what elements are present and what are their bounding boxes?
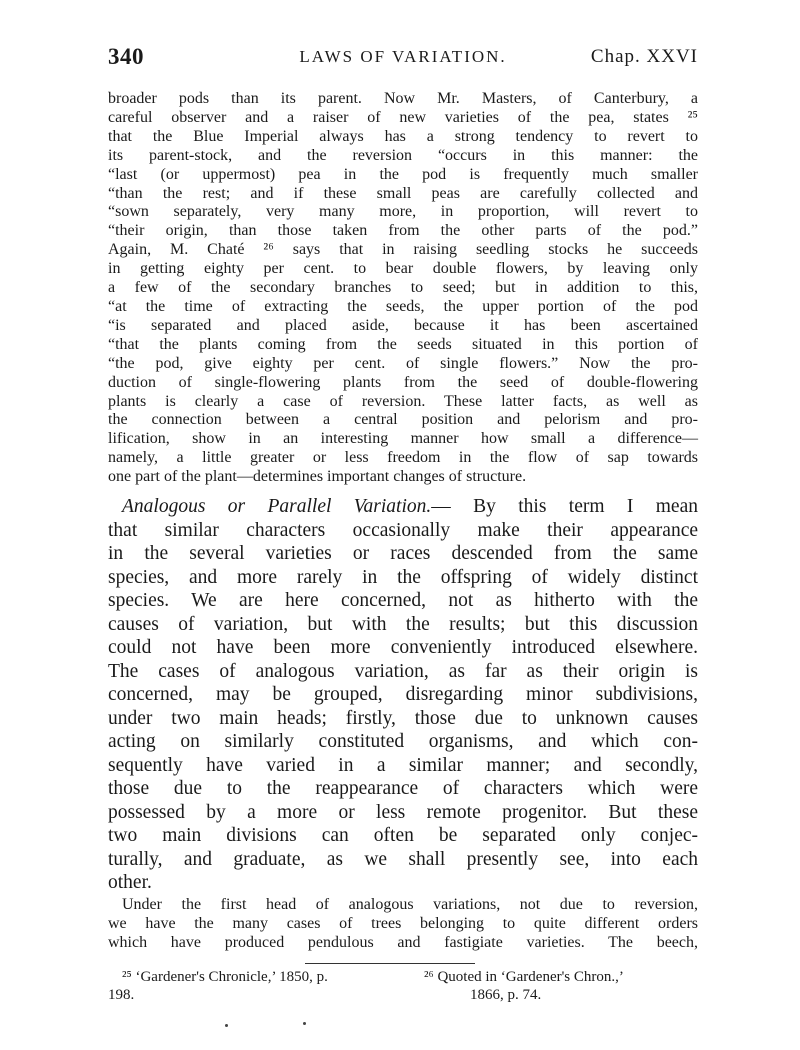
text-line: species, and more rarely in the offspring of widely distinct bbox=[108, 566, 698, 588]
text-line: concerned, may be grouped, disregarding minor subdivisions, bbox=[108, 684, 698, 705]
footnote-line: 198. bbox=[108, 987, 135, 1003]
text-line: possessed by a more or less remote progenitor. But these bbox=[108, 801, 698, 823]
print-specks bbox=[225, 1022, 315, 1030]
text-line: that the Blue Imperial always has a strong tendency to revert to bbox=[108, 127, 698, 145]
text-line: careful observer and a raiser of new varieties of the pea, states ²⁵ bbox=[108, 108, 698, 126]
footnote-line: ²⁵ ‘Gardener's Chronicle,’ 1850, p. bbox=[122, 969, 328, 985]
footnote-25 bbox=[108, 968, 388, 1004]
text-line: causes of variation, but with the results; but this discussion bbox=[108, 613, 698, 635]
text-line: the connection between a central position and pelorism and pro- bbox=[108, 411, 698, 429]
text-line: “is separated and placed aside, because it has been ascertained bbox=[108, 316, 698, 334]
text-line: two main divisions can often be separated only conjec- bbox=[108, 825, 698, 846]
text-line: a few of the secondary branches to seed; but in addition to this, bbox=[108, 279, 698, 297]
text-line: Again, M. Chaté ²⁶ says that in raising seedling stocks he succeeds bbox=[108, 241, 698, 259]
text-line: turally, and graduate, as we shall presently see, into each bbox=[108, 848, 698, 870]
text-line: could not have been more conveniently introduced elsewhere. bbox=[108, 637, 698, 658]
text-line: species. We are here concerned, not as hitherto with the bbox=[108, 590, 698, 611]
footnote-line: 1866, p. 74. bbox=[470, 987, 542, 1003]
text-line: which have produced pendulous and fastigiate varieties. The beech, bbox=[108, 933, 698, 951]
page-number: 340 bbox=[108, 44, 144, 69]
text-line: “sown separately, very many more, in proportion, will revert to bbox=[108, 203, 698, 221]
paragraph-first-head bbox=[108, 896, 698, 953]
text-line: lification, show in an interesting manner how small a difference— bbox=[108, 430, 698, 448]
text-line: we have the many cases of trees belonging to quite different orders bbox=[108, 914, 698, 932]
text-line bbox=[108, 495, 698, 519]
text-line: sequently have varied in a similar manner; and secondly, bbox=[108, 754, 698, 776]
text-line: its parent-stock, and the reversion “occurs in this manner: the bbox=[108, 146, 698, 164]
text-line: “than the rest; and if these small peas are carefully collected and bbox=[108, 184, 698, 202]
text-line: acting on similarly constituted organisms, and which con- bbox=[108, 731, 698, 752]
footnote-divider bbox=[305, 963, 475, 964]
text-line: those due to the reappearance of characters which were bbox=[108, 778, 698, 799]
paragraph-analogous-variation bbox=[108, 495, 698, 895]
chapter-label: Chap. XXVI bbox=[590, 46, 698, 67]
ink-speck bbox=[303, 1022, 306, 1025]
text-line: in getting eighty per cent. to bear double flowers, by leaving only bbox=[108, 260, 698, 278]
text-line: broader pods than its parent. Now Mr. Masters, of Canterbury, a bbox=[108, 90, 698, 107]
text-line: “last (or uppermost) pea in the pod is frequently much smaller bbox=[108, 165, 698, 183]
text-line: one part of the plant—determines important changes of structure. bbox=[108, 468, 527, 486]
text-line: in the several varieties or races descended from the same bbox=[108, 543, 698, 564]
text-line: namely, a little greater or less freedom in the flow of sap towards bbox=[108, 449, 698, 467]
ink-speck bbox=[225, 1024, 228, 1027]
text-line: duction of single-flowering plants from the seed of double-flowering bbox=[108, 373, 698, 391]
text-line: other. bbox=[108, 872, 152, 893]
text-line: The cases of analogous variation, as far as their origin is bbox=[108, 660, 698, 682]
section-heading: Analogous or Parallel Variation. bbox=[122, 496, 432, 517]
text-line: Under the first head of analogous variations, not due to reversion, bbox=[122, 896, 698, 913]
text-line: under two main heads; firstly, those due to unknown causes bbox=[108, 707, 698, 729]
page-header bbox=[108, 44, 698, 74]
text-line: “at the time of extracting the seeds, the upper portion of the pod bbox=[108, 297, 698, 315]
text-line: “that the plants coming from the seeds situated in this portion of bbox=[108, 335, 698, 353]
footnote-26 bbox=[410, 968, 698, 1004]
text-line: “their origin, than those taken from the other parts of the pod.” bbox=[108, 222, 698, 240]
footnote-line: ²⁶ Quoted in ‘Gardener's Chron.,’ bbox=[424, 969, 624, 985]
paragraph-reversion-examples bbox=[108, 90, 698, 487]
text-line: plants is clearly a case of reversion. These latter facts, as well as bbox=[108, 392, 698, 410]
running-title: LAWS OF VARIATION. bbox=[299, 47, 507, 66]
text-line: “the pod, give eighty per cent. of single flowers.” Now the pro- bbox=[108, 354, 698, 372]
heading-continuation: — By this term I mean bbox=[431, 496, 698, 517]
text-line: that similar characters occasionally make their appearance bbox=[108, 519, 698, 541]
